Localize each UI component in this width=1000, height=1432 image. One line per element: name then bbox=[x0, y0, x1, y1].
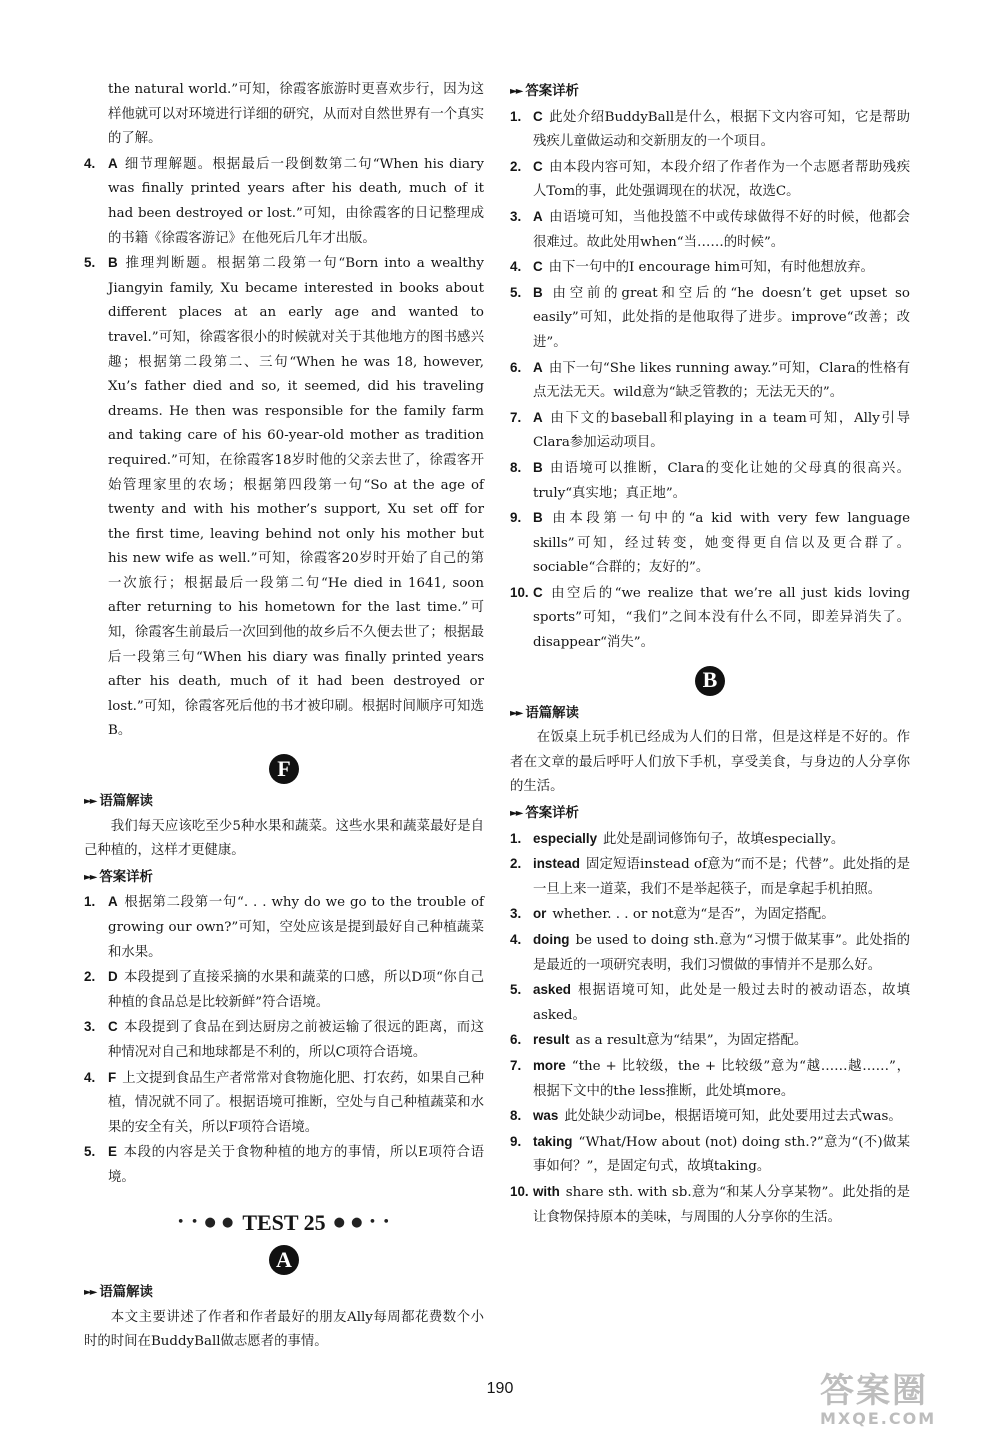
item-answer: B bbox=[533, 284, 543, 300]
item-explanation: 根据第二段第一句“. . . why do we go to the trouble of growing our own?”可知，空处应该是提到最好自己种植蔬菜和水果。 bbox=[108, 895, 484, 960]
answer-item bbox=[510, 255, 910, 281]
item-answer: D bbox=[108, 969, 118, 985]
arrow-bullet-icon: ►► bbox=[510, 707, 522, 719]
section-badge-f-wrap bbox=[84, 754, 484, 784]
reading-summary: 本文主要讲述了作者和作者最好的朋友Ally每周都花费数个小时的时间在BuddyBall做志愿者的事情。 bbox=[84, 1309, 484, 1350]
item-number: 1. bbox=[84, 894, 96, 910]
item-number: 3. bbox=[84, 1019, 96, 1035]
item-number: 1. bbox=[510, 108, 522, 124]
item-number: 2. bbox=[84, 969, 96, 985]
item-number: 7. bbox=[510, 1057, 522, 1073]
item-answer: C bbox=[533, 158, 543, 174]
heading-label: 语篇解读 bbox=[99, 1285, 153, 1301]
reading-summary: 在饭桌上玩手机已经成为人们的日常，但是这样是不好的。作者在文章的最后呼吁人们放下手机，享受美食，与身边的人分享你的生活。 bbox=[510, 730, 910, 795]
answer-item bbox=[510, 105, 910, 155]
watermark-url: MXQE.COM bbox=[820, 1409, 937, 1428]
item-number: 9. bbox=[510, 1133, 522, 1149]
section-badge-a-wrap bbox=[84, 1245, 484, 1275]
answer-item bbox=[510, 928, 910, 978]
item-answer: B bbox=[533, 459, 543, 475]
arrow-bullet-icon: ►► bbox=[84, 796, 96, 808]
item-explanation: 细节理解题。根据最后一段倒数第二句“When his diary was finally printed years after his death, much of it had been destroyed or lost.”可知，由徐霞客的日记整理成的书籍《徐霞客游记》在他死后几年才出版。 bbox=[108, 156, 484, 246]
arrow-bullet-icon: ►► bbox=[84, 1287, 96, 1299]
item-number: 6. bbox=[510, 1032, 522, 1048]
item-explanation: 此处缺少动词be，根据语境可知，此处要用过去式was。 bbox=[564, 1109, 902, 1125]
answer-item bbox=[510, 456, 910, 506]
item-answer: asked bbox=[533, 982, 571, 998]
item-answer: F bbox=[108, 1069, 117, 1085]
answer-item bbox=[84, 1066, 484, 1141]
item-explanation: “What/How about (not) doing sth.?”意为“(不)做某事如何？”，是固定句式，故填taking。 bbox=[533, 1134, 910, 1175]
item-answer: C bbox=[108, 1019, 118, 1035]
item-explanation: 由语境可以推断，Clara的变化让她的父母真的很高兴。truly“真实地；真正地”。 bbox=[533, 460, 910, 501]
answer-item bbox=[510, 1130, 910, 1180]
item-explanation: 由本段内容可知，本段介绍了作者作为一个志愿者帮助残疾人Tom的事，此处强调现在的状况，故选C。 bbox=[533, 159, 910, 200]
item-explanation: 由下一句中的I encourage him可知，有时他想放弃。 bbox=[548, 260, 874, 276]
reading-heading bbox=[510, 702, 910, 727]
item-explanation: share sth. with sb.意为“和某人分享某物”。此处指的是让食物保持原本的美味，与周围的人分享你的生活。 bbox=[533, 1184, 910, 1225]
answer-item bbox=[510, 1054, 910, 1104]
item-number: 5. bbox=[510, 982, 522, 998]
item-answer: doing bbox=[533, 932, 570, 947]
answer-item bbox=[84, 965, 484, 1015]
heading-label: 答案详析 bbox=[525, 806, 579, 822]
item-number: 9. bbox=[510, 510, 522, 526]
item-answer: C bbox=[533, 259, 543, 275]
item-answer: A bbox=[108, 155, 118, 171]
heading-label: 语篇解读 bbox=[525, 705, 579, 721]
item-number: 5. bbox=[84, 1144, 96, 1160]
arrow-bullet-icon: ►► bbox=[510, 808, 522, 820]
item-answer: or bbox=[533, 906, 547, 922]
section-badge-f: F bbox=[269, 754, 299, 784]
item-explanation: 由语境可知，当他投篮不中或传球做得不好的时候，他都会很难过。故此处用when“当……的时候”。 bbox=[533, 209, 910, 250]
item-number: 10. bbox=[510, 1183, 529, 1199]
heading-label: 答案详析 bbox=[525, 84, 579, 99]
item-answer: A bbox=[533, 359, 543, 375]
item-answer: A bbox=[533, 208, 543, 224]
answer-item bbox=[510, 205, 910, 255]
item-answer: taking bbox=[533, 1133, 573, 1149]
item-number: 4. bbox=[84, 1069, 96, 1085]
section-badge-b-wrap bbox=[510, 666, 910, 696]
test-title bbox=[84, 1211, 484, 1236]
item-number: 1. bbox=[510, 830, 522, 846]
item-explanation: 由空后的“we realize that we’re all just kids loving sports”可知，“我们”之间本没有什么不同，即差异消失了。disappear“消失”。 bbox=[533, 585, 910, 651]
answer-item bbox=[510, 827, 910, 853]
section-badge-b: B bbox=[695, 666, 725, 696]
item-answer: with bbox=[533, 1183, 560, 1199]
item-explanation: 上文提到食品生产者常常对食物施化肥、打农药，如果自己种植，情况就不同了。根据语境可推断，空处与自己种植蔬菜和水果的安全有关，所以F项符合语境。 bbox=[108, 1070, 484, 1135]
item-answer: A bbox=[533, 409, 543, 425]
test-title-text: TEST 25 bbox=[242, 1209, 326, 1235]
answer-item bbox=[84, 1140, 484, 1190]
item-explanation: 本段提到了食品在到达厨房之前被运输了很远的距离，而这种情况对自己和地球都是不利的，所以C项符合语境。 bbox=[108, 1020, 484, 1060]
item-explanation: 由空前的great和空后的“he doesn’t get upset so easily”可知，此处指的是他取得了进步。improve“改善；改进”。 bbox=[533, 285, 910, 350]
item-explanation: “the + 比较级，the + 比较级”意为“越……越……”，根据下文中的the less推断，此处填more。 bbox=[533, 1058, 910, 1099]
item-number: 5. bbox=[84, 255, 96, 271]
item-answer: instead bbox=[533, 856, 580, 872]
item-number: 4. bbox=[510, 932, 522, 947]
answer-item bbox=[510, 155, 910, 205]
item-answer: C bbox=[533, 108, 543, 124]
item-explanation: as a result意为“结果”，为固定搭配。 bbox=[575, 1033, 808, 1049]
answers-heading bbox=[84, 866, 484, 891]
item-answer: B bbox=[108, 255, 118, 271]
left-column bbox=[84, 78, 484, 1355]
item-explanation: be used to doing sth.意为“习惯于做某事”。此处指的是最近的一项研究表明，我们习惯做的事情并不是那么好。 bbox=[533, 933, 910, 973]
section-badge-a: A bbox=[269, 1245, 299, 1275]
answer-item bbox=[510, 902, 910, 928]
answer-item bbox=[510, 406, 910, 456]
intro-continuation: the natural world.”可知，徐霞客旅游时更喜欢步行，因为这样他就可以对环境进行详细的研究，从而对自然世界有一个真实的了解。 bbox=[108, 82, 484, 147]
item-answer: especially bbox=[533, 830, 598, 846]
item-number: 3. bbox=[510, 906, 522, 922]
answer-item bbox=[84, 1015, 484, 1065]
item-number: 6. bbox=[510, 359, 522, 375]
arrow-bullet-icon: ►► bbox=[84, 871, 96, 883]
item-explanation: 由本段第一句中的“a kid with very few language skills”可知，经过转变，她变得更自信以及更合群了。sociable“合群的；友好的”。 bbox=[533, 511, 910, 576]
answer-item bbox=[510, 506, 910, 581]
item-answer: result bbox=[533, 1032, 570, 1048]
item-number: 2. bbox=[510, 158, 522, 174]
decorative-dots-right: ● ● • • bbox=[333, 1214, 392, 1230]
reading-summary: 我们每天应该吃至少5种水果和蔬菜。这些水果和蔬菜最好是自己种植的，这样才更健康。 bbox=[84, 818, 484, 859]
item-number: 8. bbox=[510, 1108, 522, 1124]
item-number: 4. bbox=[84, 155, 96, 171]
item-answer: B bbox=[533, 510, 543, 526]
page-number: 190 bbox=[486, 1380, 514, 1397]
answer-item bbox=[84, 890, 484, 965]
reading-heading bbox=[84, 1281, 484, 1306]
answer-item bbox=[510, 281, 910, 356]
site-watermark bbox=[820, 1372, 990, 1430]
answer-item bbox=[84, 152, 484, 251]
item-answer: was bbox=[533, 1108, 559, 1124]
item-explanation: 此处是副词修饰句子，故填especially。 bbox=[603, 831, 845, 847]
item-number: 4. bbox=[510, 259, 522, 275]
item-explanation: 本段提到了直接采摘的水果和蔬菜的口感，所以D项“你自己种植的食品总是比较新鲜”符合语境。 bbox=[108, 970, 484, 1010]
answers-heading bbox=[510, 802, 910, 827]
item-number: 5. bbox=[510, 284, 522, 300]
answer-item bbox=[510, 1180, 910, 1230]
item-explanation: 此处介绍BuddyBall是什么，根据下文内容可知，它是帮助残疾儿童做运动和交新朋友的一个项目。 bbox=[533, 109, 910, 150]
heading-label: 语篇解读 bbox=[99, 794, 153, 810]
reading-heading bbox=[84, 790, 484, 815]
item-answer: A bbox=[108, 894, 118, 910]
answer-item bbox=[510, 581, 910, 656]
item-number: 7. bbox=[510, 409, 522, 425]
answer-item bbox=[510, 1028, 910, 1054]
item-explanation: 由下一句“She likes running away.”可知，Clara的性格有点无法无天。wild意为“缺乏管教的；无法无天的”。 bbox=[533, 360, 910, 401]
heading-label: 答案详析 bbox=[99, 869, 153, 885]
item-explanation: 由下文的baseball和playing in a team可知，Ally引导Clara参加运动项目。 bbox=[533, 410, 910, 451]
answer-item bbox=[510, 978, 910, 1028]
item-number: 3. bbox=[510, 208, 522, 224]
answers-heading bbox=[510, 80, 910, 105]
answer-item bbox=[84, 251, 484, 744]
right-column bbox=[510, 78, 910, 1230]
item-answer: E bbox=[108, 1144, 117, 1160]
item-number: 8. bbox=[510, 459, 522, 475]
answer-item bbox=[510, 852, 910, 902]
arrow-bullet-icon: ►► bbox=[510, 86, 522, 97]
item-explanation: 本段的内容是关于食物种植的地方的事情，所以E项符合语境。 bbox=[108, 1145, 484, 1185]
item-explanation: whether. . . or not意为“是否”，为固定搭配。 bbox=[552, 907, 835, 923]
answer-item bbox=[510, 356, 910, 406]
answer-item bbox=[510, 1104, 910, 1130]
item-explanation: 根据语境可知，此处是一般过去时的被动语态，故填asked。 bbox=[533, 983, 910, 1023]
decorative-dots-left: • • ● ● bbox=[176, 1214, 235, 1230]
item-number: 2. bbox=[510, 856, 522, 872]
item-explanation: 推理判断题。根据第二段第一句“Born into a wealthy Jiangyin family, Xu became interested in books about different places at an early age and wanted to travel.”可知，徐霞客很小的时候就对关于其他地方的图书感兴趣；根据第二段第二、三句“When he was 18, however, Xu’s father died and so, it seemed, did his traveling dreams. He then was responsible for the family farm and taking care of his 60-year-old mother as tradition required.”可知，在徐霞客18岁时他的父亲去世了，徐霞客开始管理家里的农场；根据第四段第一句“So at the age of twenty and with his mother’s support, Xu set off for the first time, leaving behind not only his mother but his new wife as well.”可知，徐霞客20岁时开始了自己的第一次旅行；根据最后一段第二句“He died in 1641, soon after returning to his hometown for the last time.”可知，徐霞客生前最后一次回到他的故乡后不久便去世了；根据最后一段第三句“When his diary was finally printed years after his death, much of it had been destroyed or lost.”可知，徐霞客死后他的书才被印刷。根据时间顺序可知选B。 bbox=[108, 256, 484, 739]
item-number: 10. bbox=[510, 584, 529, 600]
item-answer: C bbox=[533, 584, 543, 600]
item-explanation: 固定短语instead of意为“而不是；代替”。此处指的是一旦上来一道菜，我们不是举起筷子，而是拿起手机拍照。 bbox=[533, 857, 910, 897]
watermark-logo-text: 答案圈 bbox=[820, 1371, 928, 1411]
item-answer: more bbox=[533, 1057, 566, 1073]
